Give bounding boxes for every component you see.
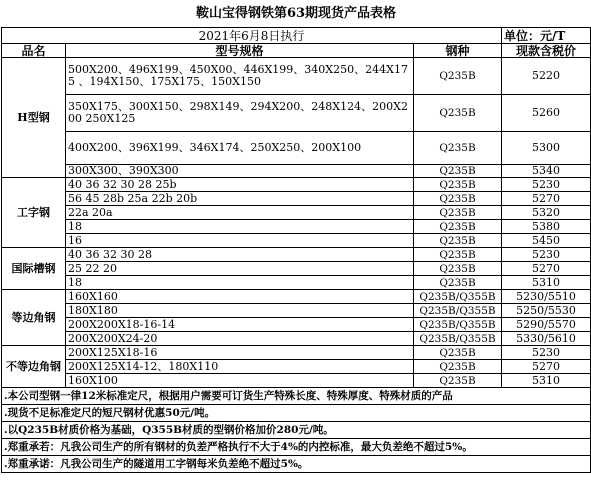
- header-price: 现款含税价: [502, 44, 591, 58]
- note-row: [2, 422, 591, 439]
- steel-cell: Q235B: [414, 58, 502, 95]
- table-row: [2, 95, 591, 132]
- category-name: 国际槽钢: [2, 248, 66, 290]
- note-text: .现货不足标准定尺的短尺钢材优惠50元/吨。: [2, 405, 591, 422]
- steel-cell: Q235B: [414, 234, 502, 248]
- steel-cell: Q235B/Q355B: [414, 318, 502, 332]
- spec-cell: 18: [66, 220, 414, 234]
- table-row: [2, 248, 591, 262]
- spec-cell: 160X100: [66, 374, 414, 388]
- table-row: [2, 132, 591, 165]
- spec-cell: 22a 20a: [66, 206, 414, 220]
- spec-cell: 350X175、300X150、298X149、294X200、248X124、200X200 250X125: [66, 95, 414, 132]
- table-row: [2, 374, 591, 388]
- category-name: 不等边角钢: [2, 346, 66, 388]
- table-row: [2, 165, 591, 178]
- page-title: 鞍山宝得钢铁第63期现货产品表格: [2, 0, 591, 28]
- steel-cell: Q235B/Q355B: [414, 304, 502, 318]
- price-cell: 5270: [502, 262, 591, 276]
- spec-cell: 500X200、496X199、450X00、446X199、340X250、244X175 、194X150、175X175、150X150: [66, 58, 414, 95]
- header-spec: 型号规格: [66, 44, 414, 58]
- spec-cell: 40 36 32 30 28: [66, 248, 414, 262]
- table-row: [2, 304, 591, 318]
- steel-cell: Q235B: [414, 276, 502, 290]
- steel-cell: Q235B: [414, 360, 502, 374]
- header-name: 品名: [2, 44, 66, 58]
- title-row: [2, 0, 591, 28]
- spec-cell: 200X125X14-12、180X110: [66, 360, 414, 374]
- table-row: [2, 262, 591, 276]
- price-cell: 5230/5510: [502, 290, 591, 304]
- unit-label: 单位：元/T: [502, 28, 591, 44]
- steel-cell: Q235B: [414, 206, 502, 220]
- header-row: [2, 44, 591, 58]
- steel-cell: Q235B: [414, 262, 502, 276]
- steel-cell: Q235B: [414, 192, 502, 206]
- price-cell: 5450: [502, 234, 591, 248]
- price-cell: 5320: [502, 206, 591, 220]
- spec-cell: 18: [66, 276, 414, 290]
- table-row: [2, 346, 591, 360]
- price-cell: 5290/5570: [502, 318, 591, 332]
- steel-cell: Q235B: [414, 165, 502, 178]
- spec-cell: 180X180: [66, 304, 414, 318]
- note-text: .郑重承诺：凡我公司生产的隧道用工字钢每米负差绝不超过5%。: [2, 456, 591, 473]
- table-row: [2, 318, 591, 332]
- header-steel: 钢种: [414, 44, 502, 58]
- spec-cell: 200X125X18-16: [66, 346, 414, 360]
- note-row: [2, 405, 591, 422]
- spec-cell: 300X300、390X300: [66, 165, 414, 178]
- steel-cell: Q235B: [414, 178, 502, 192]
- note-text: .本公司型钢一律12米标准定尺，根据用户需要可订货生产特殊长度、特殊厚度、特殊材质的产品: [2, 388, 591, 405]
- table-row: [2, 206, 591, 220]
- date-row: [2, 28, 591, 44]
- table-row: [2, 290, 591, 304]
- steel-cell: Q235B: [414, 248, 502, 262]
- steel-cell: Q235B/Q355B: [414, 290, 502, 304]
- price-cell: 5260: [502, 95, 591, 132]
- table-row: [2, 58, 591, 95]
- steel-cell: Q235B: [414, 374, 502, 388]
- note-text: .以Q235B材质价格为基础，Q355B材质的型钢价格加价280元/吨。: [2, 422, 591, 439]
- price-cell: 5230: [502, 178, 591, 192]
- table-row: [2, 192, 591, 206]
- price-cell: 5220: [502, 58, 591, 95]
- price-table: [1, 0, 591, 473]
- table-row: [2, 178, 591, 192]
- note-row: [2, 456, 591, 473]
- note-text: .郑重承若：凡我公司生产的所有钢材的负差严格执行不大于4%的内控标准，最大负差绝不超过5%。: [2, 439, 591, 456]
- effective-date: 2021年6月8日执行: [2, 28, 502, 44]
- price-cell: 5380: [502, 220, 591, 234]
- steel-cell: Q235B: [414, 132, 502, 165]
- price-cell: 5230: [502, 346, 591, 360]
- price-cell: 5300: [502, 132, 591, 165]
- category-name: 工字钢: [2, 178, 66, 248]
- spec-cell: 25 22 20: [66, 262, 414, 276]
- note-row: [2, 388, 591, 405]
- spec-cell: 160X160: [66, 290, 414, 304]
- category-name: H型钢: [2, 58, 66, 178]
- price-cell: 5310: [502, 276, 591, 290]
- table-row: [2, 234, 591, 248]
- table-row: [2, 220, 591, 234]
- spec-cell: 200X200X18-16-14: [66, 318, 414, 332]
- spec-cell: 16: [66, 234, 414, 248]
- steel-cell: Q235B: [414, 220, 502, 234]
- spec-cell: 200X200X24-20: [66, 332, 414, 346]
- steel-cell: Q235B: [414, 95, 502, 132]
- spec-cell: 56 45 28b 25a 22b 20b: [66, 192, 414, 206]
- table-row: [2, 360, 591, 374]
- price-cell: 5230: [502, 248, 591, 262]
- price-cell: 5310: [502, 374, 591, 388]
- category-name: 等边角钢: [2, 290, 66, 346]
- table-row: [2, 276, 591, 290]
- price-cell: 5270: [502, 192, 591, 206]
- steel-cell: Q235B/Q355B: [414, 332, 502, 346]
- price-cell: 5250/5530: [502, 304, 591, 318]
- spec-cell: 400X200、396X199、346X174、250X250、200X100: [66, 132, 414, 165]
- table-row: [2, 332, 591, 346]
- price-cell: 5270: [502, 360, 591, 374]
- steel-cell: Q235B: [414, 346, 502, 360]
- spec-cell: 40 36 32 30 28 25b: [66, 178, 414, 192]
- price-cell: 5340: [502, 165, 591, 178]
- note-row: [2, 439, 591, 456]
- price-cell: 5330/5610: [502, 332, 591, 346]
